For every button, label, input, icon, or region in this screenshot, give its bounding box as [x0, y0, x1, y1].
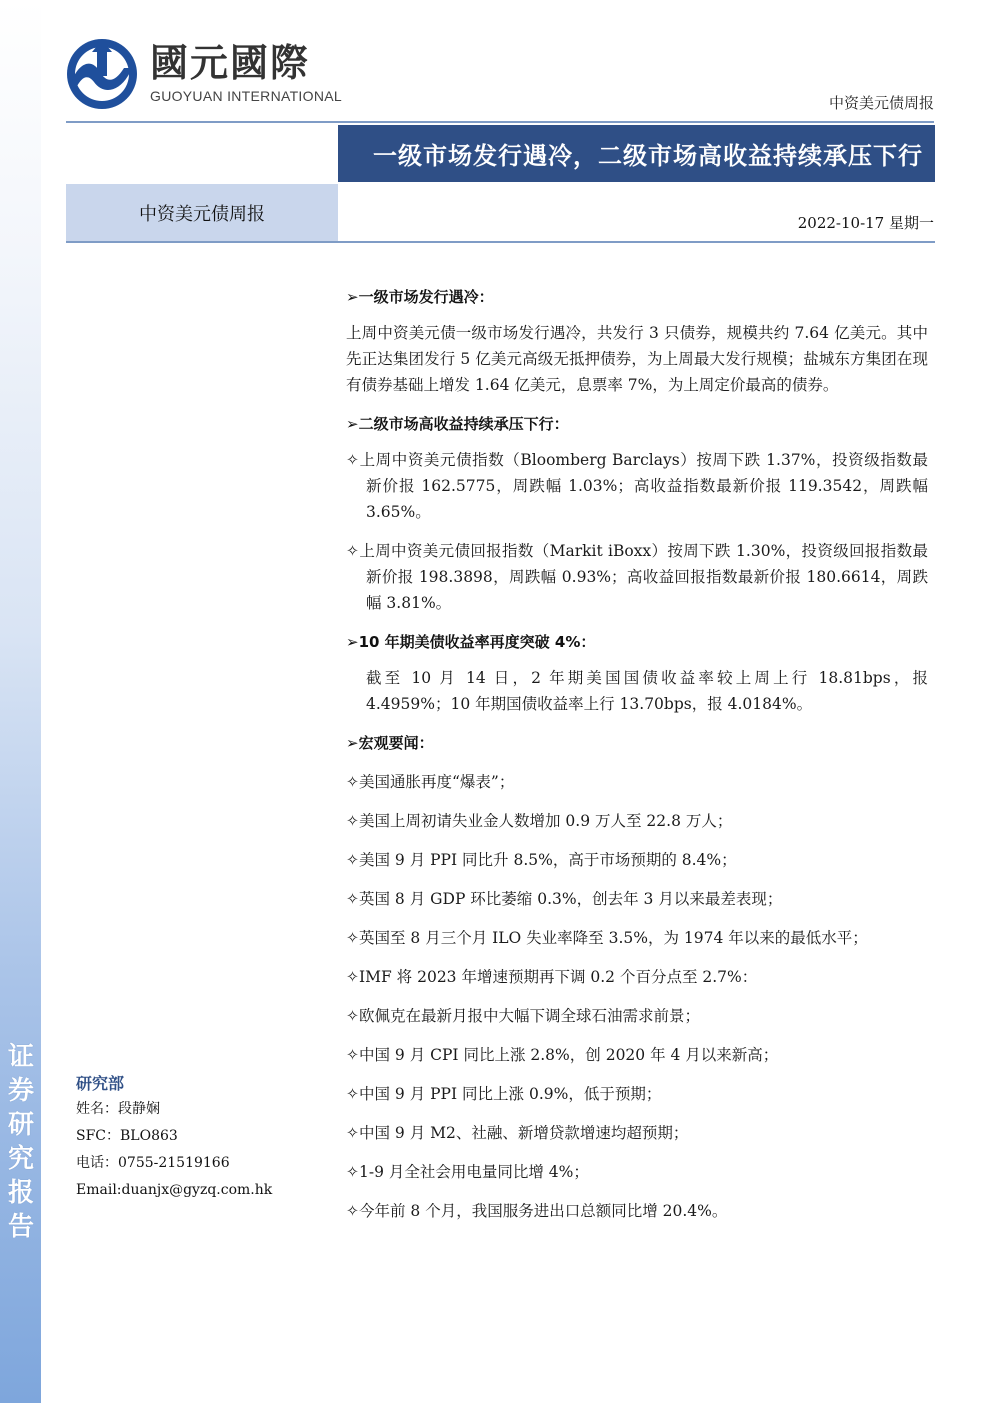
list-item: ✧英国至 8 月三个月 ILO 失业率降至 3.5%，为 1974 年以来的最低水平； — [346, 929, 868, 947]
report-type: 中资美元债周报 — [139, 203, 265, 225]
side-label-char: 报 — [7, 1178, 34, 1208]
report-series: 中资美元债周报 — [828, 94, 934, 112]
list-item: ✧今年前 8 个月，我国服务进出口总额同比增 20.4%。 — [346, 1202, 728, 1220]
list-item: ✧1-9 月全社会用电量同比增 4%； — [346, 1163, 589, 1181]
list-item: ✧美国通胀再度“爆表”； — [346, 773, 515, 791]
author-dept: 研究部 — [76, 1074, 125, 1093]
section-heading: ➢10 年期美债收益率再度突破 4%： — [346, 633, 596, 651]
report-title: 一级市场发行遇冷，二级市场高收益持续承压下行 — [373, 141, 923, 170]
section-paragraph: 截至 10 月 14 日，2 年期美国国债收益率较上周上行 18.81bps，报 4.4959%；10 年期国债收益率上行 13.70bps，报 4.0184%。 — [366, 669, 928, 713]
bullet-item: ✧上周中资美元债指数（Bloomberg Barclays）按周下跌 1.37%，投资级指数最新价报 162.5775，周跌幅 1.03%；高收益指数最新价报 119.3542，周跌幅 3.65%。 — [346, 451, 928, 521]
list-item: ✧英国 8 月 GDP 环比萎缩 0.3%，创去年 3 月以来最差表现； — [346, 890, 783, 908]
report-body — [346, 284, 928, 1224]
report-type-box — [66, 184, 338, 241]
section-paragraph: 上周中资美元债一级市场发行遇冷，共发行 3 只债券，规模共约 7.64 亿美元。其中先正达集团发行 5 亿美元高级无抵押债券，为上周最大发行规模；盐城东方集团在现有债券基础上增发 1.64 亿美元，息票率 7%，为上周定价最高的债券。 — [346, 324, 928, 394]
author-phone: 电话：0755-21519166 — [76, 1155, 230, 1171]
header-bottom-divider — [66, 241, 935, 243]
side-label-char: 券 — [7, 1076, 34, 1106]
list-item: ✧中国 9 月 CPI 同比上涨 2.8%，创 2020 年 4 月以来新高； — [346, 1046, 779, 1064]
logo-mark-icon — [66, 38, 138, 110]
logo-cn-text: 國元國際 — [150, 41, 311, 85]
author-sfc: SFC：BLO863 — [76, 1128, 178, 1144]
author-email[interactable]: Email:duanjx@gyzq.com.hk — [76, 1182, 273, 1198]
report-date: 2022-10-17 星期一 — [797, 214, 934, 232]
list-item: ✧美国上周初请失业金人数增加 0.9 万人至 22.8 万人； — [346, 812, 733, 830]
side-label — [2, 1040, 40, 1244]
side-label-char: 研 — [7, 1110, 34, 1140]
list-item: ✧美国 9 月 PPI 同比升 8.5%，高于市场预期的 8.4%； — [346, 851, 737, 869]
list-item: ✧欧佩克在最新月报中大幅下调全球石油需求前景； — [346, 1007, 700, 1025]
side-label-char: 告 — [7, 1212, 34, 1242]
side-label-char: 证 — [7, 1042, 34, 1072]
logo-en-text: GUOYUAN INTERNATIONAL — [150, 88, 342, 104]
company-logo — [66, 38, 342, 110]
list-item: ✧IMF 将 2023 年增速预期再下调 0.2 个百分点至 2.7%： — [346, 968, 758, 986]
list-item: ✧中国 9 月 M2、社融、新增贷款增速均超预期； — [346, 1124, 689, 1142]
section-heading: ➢宏观要闻： — [346, 734, 434, 752]
bullet-item: ✧上周中资美元债回报指数（Markit iBoxx）按周下跌 1.30%，投资级回报指数最新价报 198.3898，周跌幅 0.93%；高收益回报指数最新价报 180.6614，周跌幅 3.81%。 — [346, 542, 928, 612]
author-block — [76, 1072, 326, 1204]
side-label-char: 究 — [7, 1144, 34, 1174]
list-item: ✧中国 9 月 PPI 同比上涨 0.9%，低于预期； — [346, 1085, 662, 1103]
header-divider — [66, 121, 934, 123]
author-name: 姓名：段静娴 — [76, 1101, 160, 1117]
title-bar — [338, 125, 935, 182]
section-heading: ➢一级市场发行遇冷： — [346, 288, 494, 306]
section-heading: ➢二级市场高收益持续承压下行： — [346, 415, 569, 433]
